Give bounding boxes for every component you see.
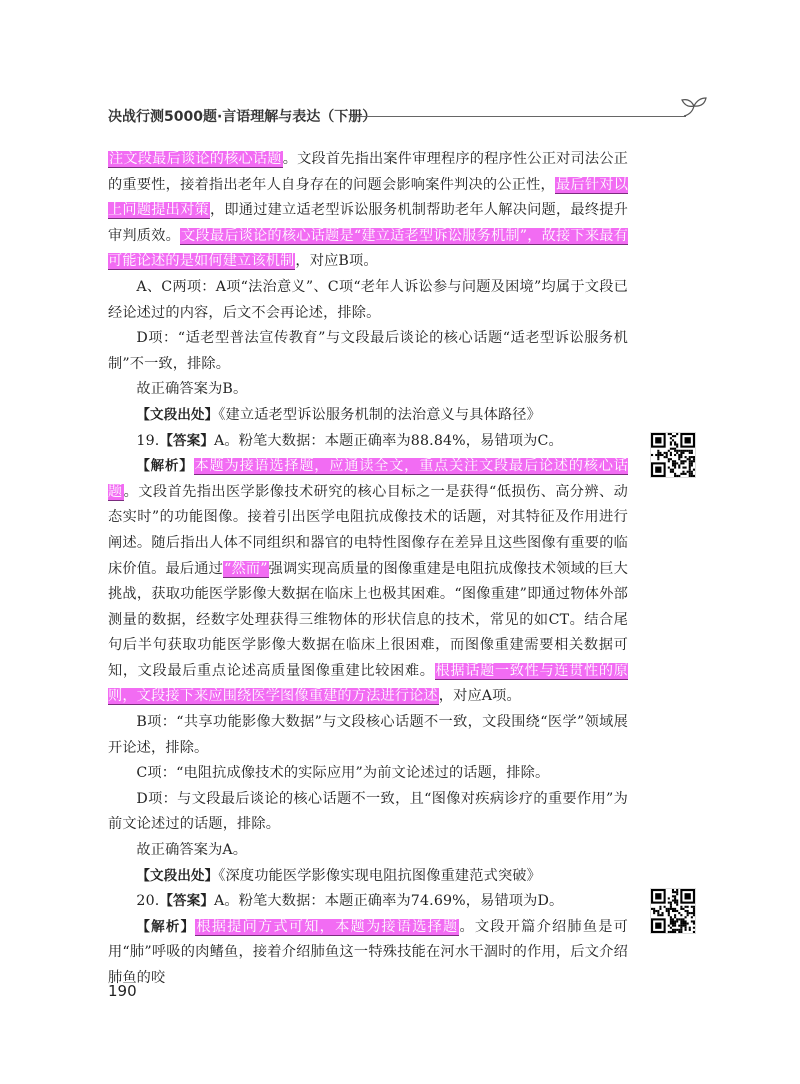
text-run: 。文段开篇介绍肺鱼是可用“肺”呼吸的肉鳍鱼，接着介绍肺鱼这一特殊技能在河水干涸时的作用，后文介绍肺鱼的咬: [108, 918, 628, 986]
text-run: ，对应B项。: [295, 253, 378, 270]
highlighted-text: 根据话题一致性与连贯性的原则，文段接下来应围绕医学图像重建的方法进行论述: [108, 662, 628, 705]
section-label: 【答案】: [159, 893, 215, 910]
answer-explanation-body: [108, 147, 628, 992]
paragraph: [108, 275, 628, 326]
text-run: ，即通过建立适老型诉讼服务机制帮助老年人解决问题，最终提升审判质效。: [108, 202, 628, 244]
text-run: 强调实现高质量的图像重建是电阻抗成像技术领域的巨大挑战，获取功能医学影像大数据在临床上也极其困难。“图像重建”即通过物体外部测量的数据，经数字处理获得三维物体的形状信息的技术，常见的如CT。结合尾句后半句获取功能医学影像大数据在临床上很困难，而图像重建需要相关数据可知，文段最后重点论述高质量图像重建比较困难。: [108, 560, 629, 679]
page-number: 190: [108, 982, 137, 1000]
section-label: 【解析】: [136, 918, 196, 935]
paragraph: [108, 403, 628, 429]
paragraph: [108, 761, 628, 787]
qr-code-icon: [651, 889, 695, 933]
text-run: 19.: [136, 432, 160, 449]
highlighted-text: 注文段最后谈论的核心话题: [109, 151, 282, 167]
paragraph: [108, 710, 628, 761]
text-run: B项：“共享功能影像大数据”与文段核心话题不一致，文段围绕“医学”领域展开论述，排除。: [108, 714, 628, 756]
text-run: 故正确答案为A。: [136, 842, 248, 859]
qr-code-q20[interactable]: [650, 888, 696, 934]
text-run: A、C两项：A项“法治意义”、C项“老年人诉讼参与问题及困境”均属于文段已经论述过的内容，后文不会再论述，排除。: [108, 278, 628, 321]
qr-code-icon: [651, 433, 695, 477]
header-rule: [350, 116, 686, 117]
section-label: 【文段出处】: [136, 867, 219, 884]
text-run: C项：“电阻抗成像技术的实际应用”为前文论述过的话题，排除。: [136, 765, 550, 782]
book-title: 决战行测5000题·言语理解与表达（下册）: [108, 109, 377, 125]
highlighted-text: 根据提问方式可知，本题为接语选择题: [196, 918, 459, 935]
highlighted-text: 文段最后谈论的核心话题是“建立适老型诉讼服务机制”，故接下来最有可能论述的是如何建立该机制: [108, 227, 628, 270]
text-run: 。文段首先指出医学影像技术研究的核心目标之一是获得“低损伤、高分辨、动态实时”的功能图像。接着引出医学电阻抗成像技术的话题，对其特征及作用进行阐述。随后指出人体不同组织和器官的电特性图像存在差异且这些图像有重要的临床价值。最后通过: [108, 483, 628, 577]
text-run: A。粉笔大数据：本题正确率为74.69%，易错项为D。: [214, 893, 564, 910]
text-run: 故正确答案为B。: [136, 381, 248, 398]
text-run: 《深度功能医学影像实现电阻抗图像重建范式突破》: [218, 867, 541, 884]
qr-code-q19[interactable]: [650, 432, 696, 478]
paragraph: [108, 377, 628, 403]
sprout-icon: [678, 96, 708, 122]
paragraph: [108, 838, 628, 864]
text-run: 20.: [136, 893, 160, 910]
paragraph: [108, 864, 628, 890]
section-label: 【解析】: [136, 458, 194, 475]
paragraph: [108, 454, 628, 710]
paragraph: [108, 889, 628, 915]
section-label: 【文段出处】: [136, 406, 219, 423]
section-label: 【答案】: [159, 432, 215, 449]
highlighted-text: 本题为接语选择题，应通读全文，重点关注文段最后论述的核心话题: [108, 458, 628, 500]
paragraph: [108, 326, 628, 377]
page-header: [108, 102, 708, 132]
paragraph: [108, 429, 628, 455]
text-run: D项：“适老型普法宣传教育”与文段最后谈论的核心话题“适老型诉讼服务机制”不一致，排除。: [108, 330, 628, 372]
highlighted-text: 最后针对以上问题提出对策: [108, 176, 628, 219]
text-run: 《建立适老型诉讼服务机制的法治意义与具体路径》: [218, 406, 541, 423]
highlighted-text: “然而”: [224, 560, 268, 577]
text-run: 。文段首先指出案件审理程序的程序性公正对司法公正的重要性，接着指出老年人自身存在的问题会影响案件判决的公正性，: [108, 151, 628, 193]
text-run: D项：与文段最后谈论的核心话题不一致，且“图像对疾病诊疗的重要作用”为前文论述过的话题，排除。: [108, 790, 628, 833]
paragraph: [108, 147, 628, 275]
text-run: A。粉笔大数据：本题正确率为88.84%，易错项为C。: [214, 432, 563, 449]
paragraph: [108, 787, 628, 838]
paragraph: [108, 915, 628, 992]
text-run: ，对应A项。: [438, 688, 521, 705]
